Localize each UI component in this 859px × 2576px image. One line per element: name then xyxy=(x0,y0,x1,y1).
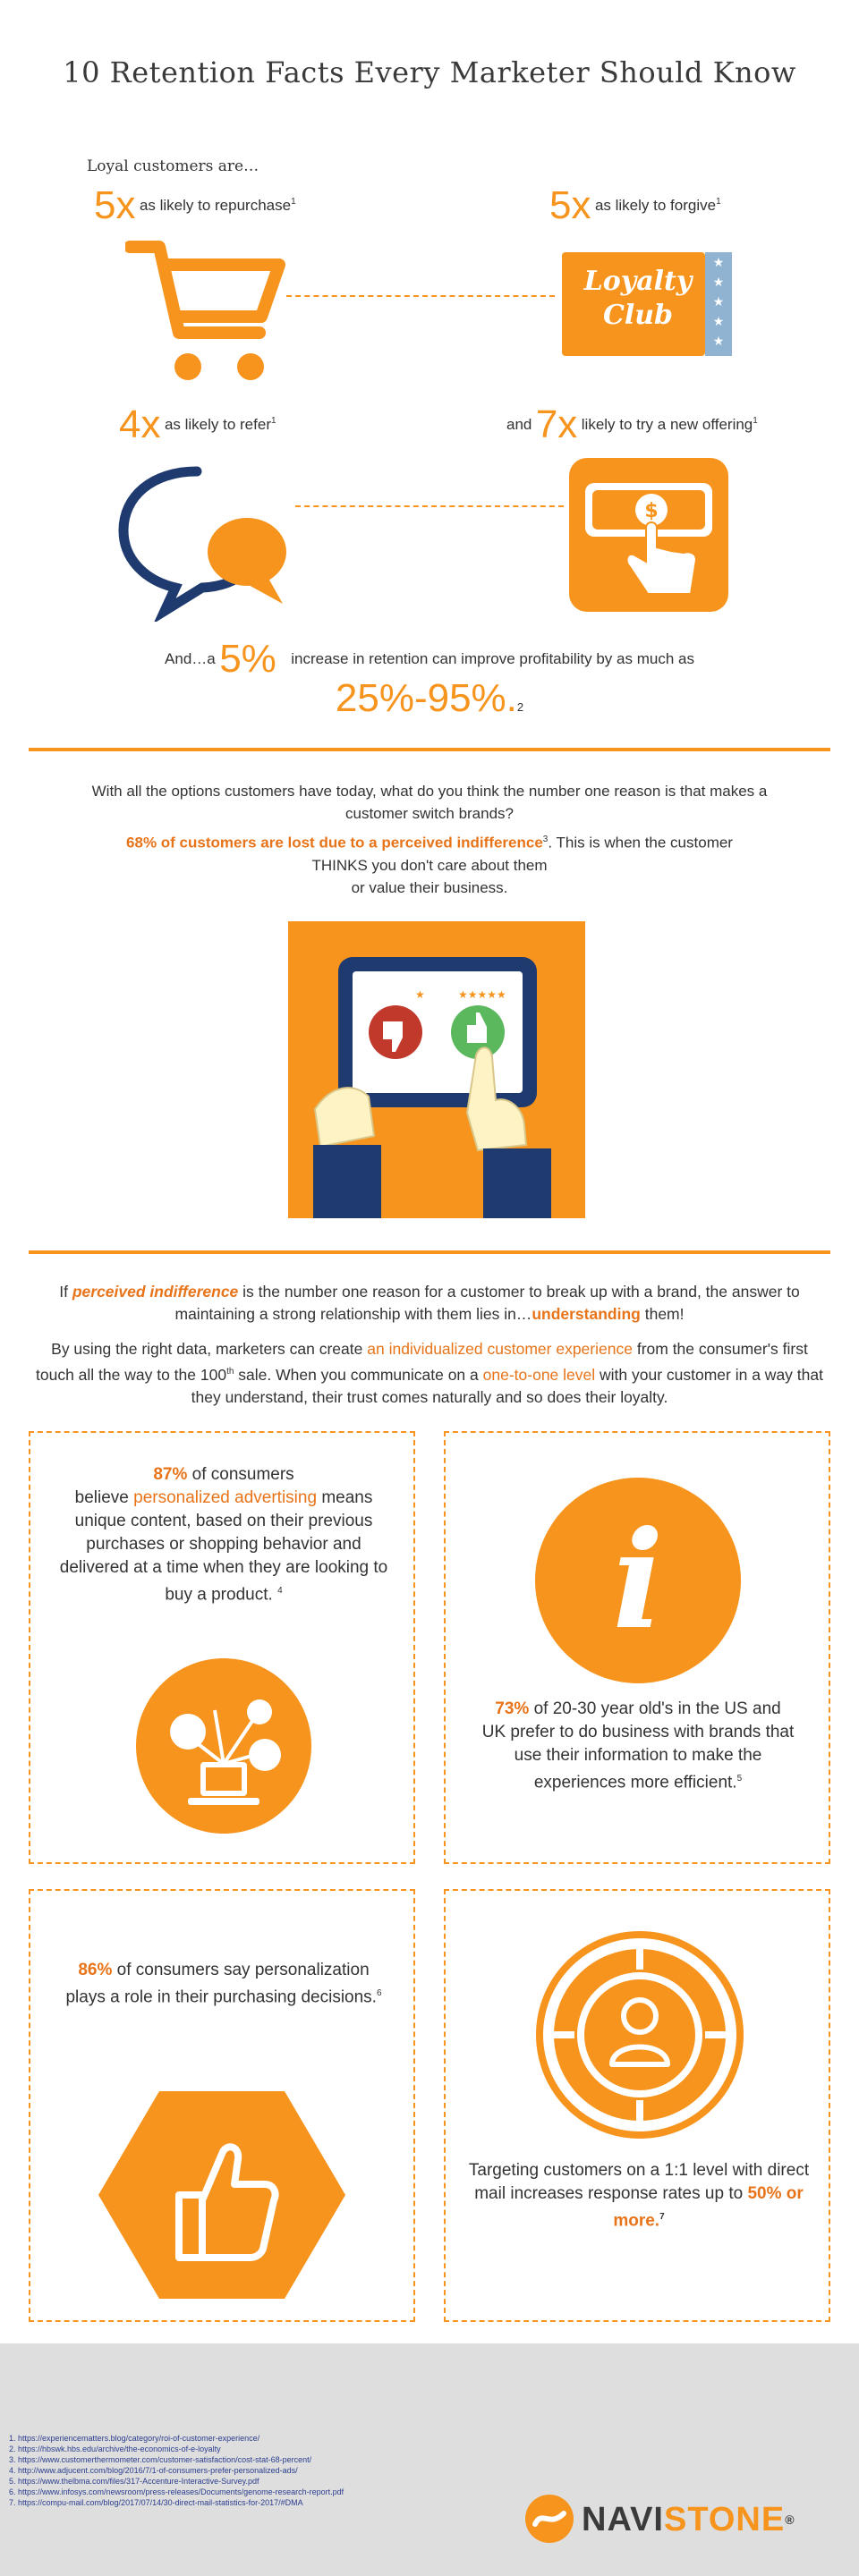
stat-number: 5x xyxy=(94,183,136,227)
ref-mark: 4 xyxy=(277,1586,283,1596)
social-network-icon xyxy=(134,1657,313,1835)
emphasis: one-to-one level xyxy=(482,1365,596,1384)
loyal-intro: Loyal customers are… xyxy=(87,157,259,175)
ref-mark: 1 xyxy=(716,196,721,207)
thumbs-up-icon xyxy=(97,2088,347,2302)
stat-label: as likely to refer xyxy=(164,416,271,433)
logo-stone: STONE xyxy=(663,2501,786,2538)
reference-link[interactable]: 2. https://hbswk.hbs.edu/archive/the-economics-of-e-loyalty xyxy=(9,2445,221,2453)
references-list xyxy=(9,2433,344,2508)
emphasis: perceived indifference xyxy=(72,1283,239,1301)
tablet-rating-illustration xyxy=(288,921,585,1218)
retention-range-row xyxy=(0,676,859,721)
section-divider xyxy=(29,1250,830,1254)
logo-reg: ® xyxy=(785,2512,795,2527)
star-column: ★ ★ ★ ★ ★ xyxy=(705,252,732,356)
answer-highlight: 68% of customers are lost due to a perceived indifference xyxy=(126,834,543,852)
hand-button-icon xyxy=(566,454,732,615)
text-run: of consumers xyxy=(191,1465,294,1484)
emphasis: personalized advertising xyxy=(133,1488,318,1507)
logo-navi: NAVI xyxy=(582,2501,664,2538)
text-run: them! xyxy=(644,1305,685,1323)
reference-url[interactable]: https://compu-mail.com/blog/2017/07/14/30-direct-mail-statistics-for-2017/#DMA xyxy=(18,2498,303,2507)
retention-prefix: And…a xyxy=(165,650,216,667)
text-run: believe xyxy=(74,1488,129,1507)
reference-link[interactable]: 6. https://www.infosys.com/newsroom/press-releases/Documents/genome-research-report.pdf xyxy=(9,2487,344,2496)
ref-mark: 1 xyxy=(753,415,758,426)
page-title: 10 Retention Facts Every Marketer Should Know xyxy=(63,55,796,89)
stat-label: as likely to forgive xyxy=(594,197,717,214)
reference-link[interactable]: 4. http://www.adjucent.com/blog/2016/7/1-of-consumers-prefer-personalized-ads/ xyxy=(9,2466,298,2475)
fact-box-personalized-ads xyxy=(29,1431,415,1864)
target-audience-icon xyxy=(535,1930,744,2140)
reference-link[interactable]: 7. https://compu-mail.com/blog/2017/07/14/30-direct-mail-statistics-for-2017/#DMA xyxy=(9,2498,303,2507)
stat-repurchase xyxy=(94,183,296,228)
info-icon: i xyxy=(535,1478,741,1683)
ref-mark: 6 xyxy=(376,1988,382,1998)
stat-label: as likely to repurchase xyxy=(139,197,292,214)
switch-question: With all the options customers have today, what do you think the number one reason is that makes a customer switch brands? xyxy=(91,783,768,822)
text-run: means unique content, based on their previous purchases or shopping behavior and delivered at a time when they are looking to buy a product. xyxy=(59,1488,388,1605)
stat-number: 5x xyxy=(549,183,591,227)
answer-rest: . This is when the customer THINKS you don't care about them xyxy=(311,834,733,874)
text-run: of consumers say personalization plays a role in their purchasing decisions. xyxy=(65,1961,377,2007)
stat-number: 7x xyxy=(535,402,578,446)
svg-text:$: $ xyxy=(644,500,659,522)
text-run: is the number one reason for a customer to break up with a brand, the answer to maintaining a strong relationship with them lies in… xyxy=(174,1283,800,1323)
stat-new-offering xyxy=(506,402,758,447)
switch-answer xyxy=(116,828,743,899)
retention-text: increase in retention can improve profitability by as much as xyxy=(291,650,694,667)
retention-range: 25%-95%. xyxy=(335,676,517,720)
reference-link[interactable]: 1. https://experiencematters.blog/category/roi-of-customer-experience/ xyxy=(9,2434,260,2443)
stat-number: 4x xyxy=(119,402,161,446)
answer-rest-2: or value their business. xyxy=(351,878,508,896)
reference-link[interactable]: 5. https://www.thelbma.com/files/317-Accenture-Interactive-Survey.pdf xyxy=(9,2477,259,2486)
retention-stat xyxy=(0,637,859,682)
stat-forgive xyxy=(549,183,721,228)
fact-box-purchasing xyxy=(29,1889,415,2322)
svg-text:★: ★ xyxy=(415,988,425,1001)
text-run: sale. When you communicate on a xyxy=(238,1365,479,1384)
emphasis: 50% or more. xyxy=(613,2184,804,2231)
emphasis: an individualized customer experience xyxy=(367,1340,633,1358)
reference-url[interactable]: https://www.infosys.com/newsroom/press-releases/Documents/genome-research-report.pdf xyxy=(18,2487,344,2496)
fact-box-direct-mail xyxy=(444,1889,830,2322)
data-paragraph xyxy=(36,1338,823,1409)
retention-number: 5% xyxy=(219,637,276,681)
box-text xyxy=(481,1698,795,1794)
text-run: of 20-30 year old's in the US and UK prefer to do business with brands that use their information to make the experiences more efficient. xyxy=(481,1699,795,1792)
ref-mark: 3 xyxy=(542,835,549,844)
reference-url[interactable]: https://www.customerthermometer.com/customer-satisfaction/cost-stat-68-percent/ xyxy=(18,2455,312,2464)
fact-box-efficiency xyxy=(444,1431,830,1864)
box-text xyxy=(467,2159,811,2233)
indifference-paragraph xyxy=(36,1281,823,1326)
text-run: By using the right data, marketers can create xyxy=(51,1340,363,1358)
reference-url[interactable]: http://www.adjucent.com/blog/2016/7/1-of-consumers-prefer-personalized-ads/ xyxy=(18,2466,298,2475)
box-percent: 86% xyxy=(78,1961,113,1979)
stat-label: likely to try a new offering xyxy=(581,416,753,433)
box-text xyxy=(54,1463,394,1606)
box-text xyxy=(57,1959,390,2009)
sign-line2: Club xyxy=(602,300,674,331)
sign-line1: Loyalty xyxy=(583,266,693,297)
text-run: from the consumer's first touch all the way to the 100 xyxy=(36,1340,808,1384)
reference-url[interactable]: https://hbswk.hbs.edu/archive/the-economics-of-e-loyalty xyxy=(18,2445,221,2453)
speech-bubbles-icon xyxy=(116,461,295,622)
emphasis: understanding xyxy=(532,1305,641,1323)
section-divider xyxy=(29,748,830,751)
navistone-logo-mark-icon xyxy=(524,2494,574,2544)
stat-prefix: and xyxy=(506,416,532,433)
ref-mark: 2 xyxy=(516,700,524,714)
superscript: th xyxy=(226,1367,234,1377)
box-percent: 73% xyxy=(495,1699,530,1718)
connector-line xyxy=(295,505,564,507)
stat-refer xyxy=(119,402,276,447)
reference-url[interactable]: https://www.thelbma.com/files/317-Accenture-Interactive-Survey.pdf xyxy=(18,2477,259,2486)
svg-text:★★★★★: ★★★★★ xyxy=(458,988,506,1001)
reference-url[interactable]: https://experiencematters.blog/category/roi-of-customer-experience/ xyxy=(18,2434,260,2443)
box-percent: 87% xyxy=(153,1465,188,1484)
connector-line xyxy=(286,295,555,297)
ref-mark: 1 xyxy=(291,196,296,207)
loyalty-club-sign xyxy=(562,252,732,356)
ref-mark: 1 xyxy=(270,415,276,426)
text-run: with your customer in a way that they understand, their trust comes naturally and so does their loyalty. xyxy=(191,1365,823,1406)
text-run: Targeting customers on a 1:1 level with direct mail increases response rates up to xyxy=(468,2161,810,2203)
ref-mark: 7 xyxy=(659,2212,665,2222)
shopping-cart-icon xyxy=(125,234,286,386)
text-run: If xyxy=(59,1283,68,1301)
reference-link[interactable]: 3. https://www.customerthermometer.com/customer-satisfaction/cost-stat-68-percent/ xyxy=(9,2455,312,2464)
ref-mark: 5 xyxy=(736,1774,743,1784)
